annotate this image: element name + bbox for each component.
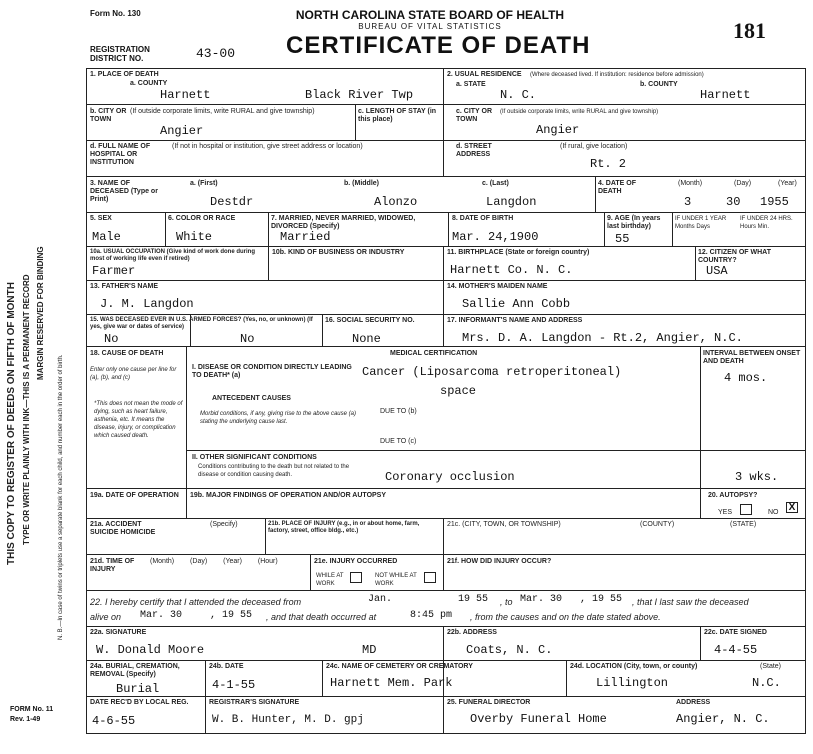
age-under1-label: IF UNDER 1 YEAR Months Days	[675, 216, 727, 230]
registrar-label: REGISTRAR'S SIGNATURE	[209, 699, 300, 706]
burial-date-label: 24b. DATE	[209, 663, 244, 670]
side-text-permanent: TYPE OR WRITE PLAINLY WITH INK—THIS IS A PERMANENT RECORD	[22, 274, 31, 545]
date-of-death-label: 4. DATE OF DEATH	[598, 180, 636, 195]
sex: Male	[92, 230, 121, 244]
res-city: Angier	[536, 123, 580, 137]
deceased-name-label: 3. NAME OF DECEASED (Type or Print)	[90, 180, 158, 203]
accident-label: 21a. ACCIDENT SUICIDE HOMICIDE	[90, 521, 156, 536]
cause-a: Cancer (Liposarcoma retroperitoneal)	[362, 365, 622, 379]
cert-to-label: , to	[500, 597, 513, 607]
informant: Mrs. D. A. Langdon - Rt.2, Angier, N.C.	[462, 331, 743, 345]
cert-death-occurred: , and that death occurred at	[266, 612, 377, 622]
side-text-margin: MARGIN RESERVED FOR BINDING	[36, 246, 45, 380]
board-name: NORTH CAROLINA STATE BOARD OF HEALTH	[295, 8, 565, 22]
last-name-label: c. (Last)	[482, 180, 509, 187]
pod-county: Harnett	[160, 88, 211, 102]
while-at-work-label: WHILE AT WORK	[316, 573, 344, 587]
footer-revision: Rev. 1-49	[10, 716, 41, 723]
pod-hospital-label: d. FULL NAME OF HOSPITAL OR INSTITUTION	[90, 143, 151, 166]
cert-rest: , from the causes and on the date stated above.	[470, 612, 661, 622]
registration-district-label: REGISTRATION DISTRICT NO.	[90, 45, 150, 63]
cert-alive-label: alive on	[90, 612, 122, 622]
interval-label: INTERVAL BETWEEN ONSET AND DEATH	[703, 350, 801, 365]
armed-forces: No	[104, 332, 119, 346]
ssn: None	[352, 332, 381, 346]
degree: MD	[362, 643, 377, 657]
signature-label: 22a. SIGNATURE	[90, 629, 147, 636]
date-signed: 4-4-55	[714, 643, 758, 657]
certificate-title: CERTIFICATE OF DEATH	[286, 32, 591, 59]
bureau-name: BUREAU OF VITAL STATISTICS	[358, 22, 502, 31]
first-name: Destdr	[210, 195, 254, 209]
cert-prefix: 22. I hereby certify that I attended the deceased from	[90, 597, 302, 607]
injury-city-label: 21c. (CITY, TOWN, OR TOWNSHIP)	[447, 521, 561, 528]
cause-heading-note: Enter only one cause per line for (a), (b), and (c)	[90, 367, 177, 381]
cause-a-cont: space	[440, 384, 477, 398]
operation-label: 19a. DATE OF OPERATION	[90, 492, 179, 499]
death-month-label: (Month)	[678, 180, 703, 187]
pod-city-note: (If outside corporate limits, write RURAL and give township)	[130, 108, 315, 115]
interval-other: 3 wks.	[735, 470, 779, 484]
registrar: W. B. Hunter, M. D. gpj	[212, 714, 364, 726]
cert-from-year: 19 55	[458, 594, 489, 605]
autopsy-yes-checkbox[interactable]	[740, 504, 752, 515]
birthplace: Harnett Co. N. C.	[450, 263, 573, 277]
signature: W. Donald Moore	[96, 643, 205, 657]
accident-specify: (Specify)	[210, 521, 238, 528]
age-under24-label: IF UNDER 24 HRS. Hours Min.	[740, 216, 793, 230]
burial-label: 24a. BURIAL, CREMATION, REMOVAL (Specify)	[90, 663, 180, 678]
business-label: 10b. KIND OF BUSINESS OR INDUSTRY	[272, 249, 405, 256]
injury-place-label: 21b. PLACE OF INJURY (e.g., in or about home, farm, factory, street, office bldg., etc.)	[268, 521, 420, 534]
morbid-note: Morbid conditions, if any, giving rise to the above cause (a) stating the underlying cause last.	[200, 411, 356, 425]
due-to-c: DUE TO (c)	[380, 438, 417, 445]
res-street-label: d. STREET ADDRESS	[456, 143, 492, 158]
not-at-work-label: NOT WHILE AT WORK	[375, 573, 417, 587]
autopsy-no-checkbox[interactable]: X	[786, 502, 798, 513]
injury-how-label: 21f. HOW DID INJURY OCCUR?	[447, 558, 552, 565]
location-label: 24d. LOCATION (City, town, or county)	[570, 663, 698, 670]
cemetery-label: 24c. NAME OF CEMETERY OR CREMATORY	[326, 663, 473, 670]
mother: Sallie Ann Cobb	[462, 297, 571, 311]
date-signed-label: 22c. DATE SIGNED	[704, 629, 767, 636]
pod-city-label: b. CITY OR TOWN	[90, 108, 127, 123]
pod-county-label: a. COUNTY	[130, 80, 168, 87]
citizen-label: 12. CITIZEN OF WHAT COUNTRY?	[698, 249, 771, 264]
cert-death-time: 8:45 pm	[410, 610, 453, 621]
injury-time-label: 21d. TIME OF INJURY	[90, 558, 135, 573]
cert-to-date: Mar. 30	[520, 594, 563, 605]
injury-county-label: (COUNTY)	[640, 521, 675, 528]
birthplace-label: 11. BIRTHPLACE (State or foreign country)	[447, 249, 590, 256]
address-label: 22b. ADDRESS	[447, 629, 497, 636]
age-label: 9. AGE (In years last birthday)	[607, 215, 661, 230]
director-address: Angier, N. C.	[676, 712, 770, 726]
death-day: 30	[726, 195, 741, 209]
dob-label: 8. DATE OF BIRTH	[452, 215, 514, 222]
marital-label: 7. MARRIED, NEVER MARRIED, WIDOWED, DIVORCED (Specify)	[271, 215, 416, 230]
registration-district-value: 43-00	[196, 46, 236, 61]
res-county-label: b. COUNTY	[640, 81, 678, 88]
father: J. M. Langdon	[100, 297, 194, 311]
autopsy-yes-label: YES	[718, 509, 733, 516]
mother-label: 14. MOTHER'S MAIDEN NAME	[447, 283, 548, 290]
autopsy-label: 20. AUTOPSY?	[708, 492, 758, 499]
armed-forces-label: 15. WAS DECEASED EVER IN U.S. ARMED FORCES? (Yes, no, or unknown) (If yes, give war or dates of service)	[90, 317, 313, 330]
father-label: 13. FATHER'S NAME	[90, 283, 159, 290]
director-label: 25. FUNERAL DIRECTOR	[447, 699, 531, 706]
middle-name-label: b. (Middle)	[344, 180, 379, 187]
received-label: DATE REC'D BY LOCAL REG.	[90, 699, 189, 706]
residence-heading: 2. USUAL RESIDENCE	[447, 71, 522, 78]
middle-name: Alonzo	[374, 195, 418, 209]
pod-city: Angier	[160, 124, 204, 138]
address: Coats, N. C.	[466, 643, 553, 657]
form-frame	[86, 68, 806, 734]
age: 55	[615, 232, 630, 246]
armed-forces-dates: No	[240, 332, 255, 346]
interval-a: 4 mos.	[724, 371, 768, 385]
while-at-work-checkbox[interactable]	[350, 572, 362, 583]
injury-time-cols: (Month) (Day) (Year) (Hour)	[150, 558, 278, 565]
death-month: 3	[684, 195, 692, 209]
cert-alive-date: Mar. 30	[140, 610, 183, 621]
res-street: Rt. 2	[590, 157, 627, 171]
pod-township: Black River Twp	[305, 88, 414, 102]
cert-to-year: , 19 55	[580, 594, 623, 605]
dob: Mar. 24,1900	[452, 230, 539, 244]
res-state-label: a. STATE	[456, 81, 486, 88]
side-text-register: THIS COPY TO REGISTER OF DEEDS ON FIFTH OF MONTH	[6, 282, 17, 565]
antecedent-label: ANTECEDENT CAUSES	[212, 395, 291, 402]
footer-form-number: FORM No. 11	[10, 706, 54, 713]
burial-state-label: (State)	[760, 663, 782, 670]
side-text-note: N. B.—In case of twins or triplets use a separate blank for each child, and number each in the order of birth.	[58, 354, 64, 640]
occupation: Farmer	[92, 264, 136, 278]
due-to-b: DUE TO (b)	[380, 408, 417, 415]
form-number: Form No. 130	[90, 9, 141, 18]
informant-label: 17. INFORMANT'S NAME AND ADDRESS	[447, 317, 583, 324]
part2-note: Conditions contributing to the death but not related to the disease or condition causing death.	[198, 464, 350, 478]
burial-date: 4-1-55	[212, 678, 256, 692]
cause-heading: 18. CAUSE OF DEATH	[90, 350, 164, 357]
location: Lillington	[596, 676, 669, 690]
findings-label: 19b. MAJOR FINDINGS OF OPERATION AND/OR AUTOPSY	[190, 492, 387, 499]
last-name: Langdon	[486, 195, 537, 209]
res-city-label: c. CITY OR TOWN	[456, 108, 493, 123]
citizen: USA	[706, 264, 728, 278]
not-at-work-checkbox[interactable]	[424, 572, 436, 583]
director: Overby Funeral Home	[470, 712, 607, 726]
pod-hospital-note: (If not in hospital or institution, give street address or location)	[172, 143, 363, 150]
first-name-label: a. (First)	[190, 180, 218, 187]
death-year-label: (Year)	[778, 180, 797, 187]
cause-star-note: *This does not mean the mode of dying, such as heart failure, asthenia, etc. It means the disease, injury, or complication which caused death.	[94, 401, 183, 439]
death-day-label: (Day)	[734, 180, 752, 187]
death-year: 1955	[760, 195, 789, 209]
received: 4-6-55	[92, 714, 136, 728]
burial-state: N.C.	[752, 676, 781, 690]
res-street-note: (If rural, give location)	[560, 143, 628, 150]
injury-occurred-label: 21e. INJURY OCCURRED	[314, 558, 398, 565]
marital: Married	[280, 230, 331, 244]
burial: Burial	[116, 682, 160, 696]
race: White	[176, 230, 213, 244]
cert-alive-year: , 19 55	[210, 610, 253, 621]
place-of-death-heading: 1. PLACE OF DEATH	[90, 71, 159, 78]
certificate-number: 181	[733, 18, 766, 43]
res-county: Harnett	[700, 88, 751, 102]
race-label: 6. COLOR OR RACE	[168, 215, 236, 222]
cert-from-month: Jan.	[368, 594, 393, 605]
cause-part1-label: I. DISEASE OR CONDITION DIRECTLY LEADING TO DEATH* (a)	[192, 364, 352, 379]
injury-state-label: (STATE)	[730, 521, 757, 528]
autopsy-no-label: NO	[768, 509, 779, 516]
sex-label: 5. SEX	[90, 215, 112, 222]
director-address-label: ADDRESS	[676, 699, 711, 706]
other-conditions: Coronary occlusion	[385, 470, 515, 484]
ssn-label: 16. SOCIAL SECURITY NO.	[325, 317, 415, 324]
occupation-label: 10a. USUAL OCCUPATION (Give kind of work done during most of working life even if retired)	[90, 249, 256, 262]
cemetery: Harnett Mem. Park	[330, 676, 453, 690]
cert-last-saw: , that I last saw the deceased	[632, 597, 749, 607]
res-state: N. C.	[500, 88, 537, 102]
pod-stay-label: c. LENGTH OF STAY (in this place)	[358, 108, 437, 123]
residence-heading-note: (Where deceased lived. If institution: residence before admission)	[530, 72, 704, 78]
part2-label: II. OTHER SIGNIFICANT CONDITIONS	[192, 454, 317, 461]
medical-certification-label: MEDICAL CERTIFICATION	[390, 350, 478, 357]
res-city-note: (If outside corporate limits, write RURAL and give township)	[500, 109, 659, 115]
